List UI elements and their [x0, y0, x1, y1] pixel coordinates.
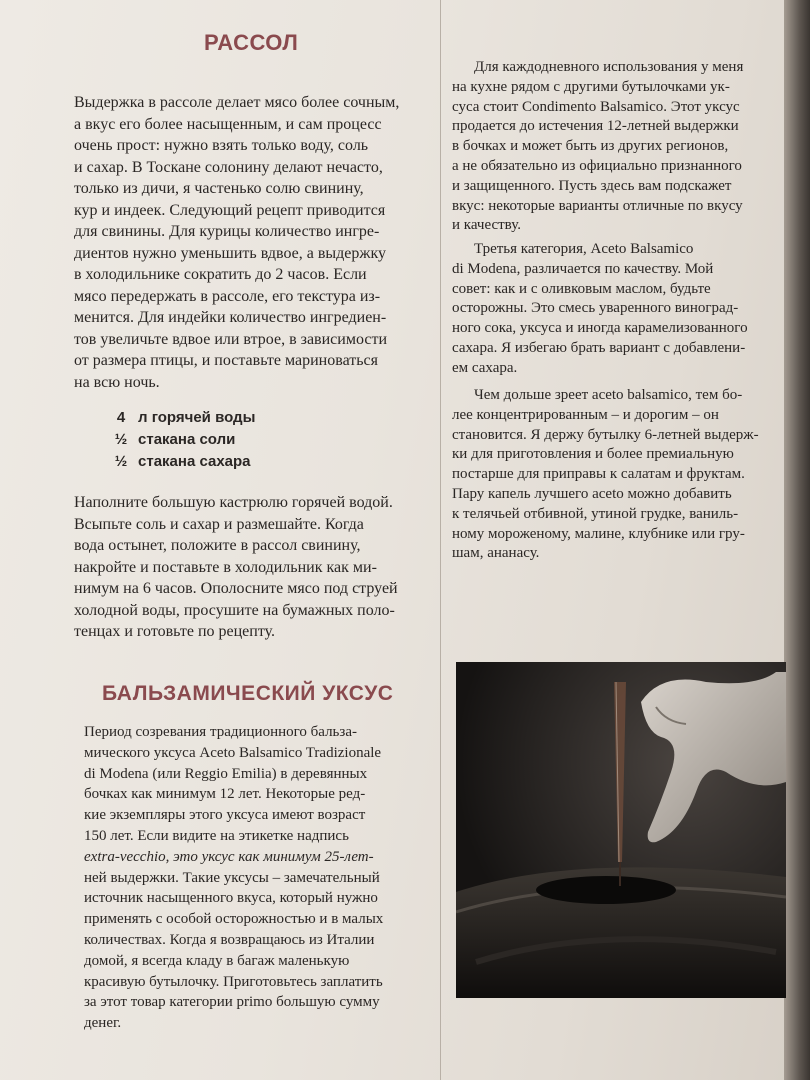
ingredient-list — [104, 406, 255, 472]
text-line: и защищенного. Пусть здесь вам подскажет — [452, 177, 732, 194]
text-line: а вкус его более насыщенным, и сам процесс — [74, 115, 382, 133]
text-line: di Modena (или Reggio Emilia) в деревянных — [84, 765, 368, 782]
text-line: бочках как минимум 12 лет. Некоторые ред- — [84, 786, 366, 803]
text-line: количествах. Когда я возвращаюсь из Италии — [84, 931, 375, 948]
text-line: холодной воды, просушите на бумажных поло- — [74, 601, 395, 619]
balsamic-paragraph — [84, 722, 434, 1034]
page-edge — [784, 0, 810, 1080]
balsamic-photo — [456, 662, 786, 998]
text-line: на кухне рядом с другими бутылочками ук- — [452, 78, 730, 95]
text-line: ней выдержки. Такие уксусы – замечательный — [84, 869, 380, 886]
text-line: вкус: некоторые варианты отличные по вкусу — [452, 197, 743, 214]
text-line: Для каждодневного использования у меня — [474, 59, 744, 75]
ingredient-name: стакана соли — [138, 430, 236, 448]
text-line: накройте и поставьте в холодильник как ми- — [74, 558, 377, 576]
text-line: осторожны. Это смесь уваренного виноград- — [452, 300, 739, 317]
text-line: в бочках и может быть из других регионов, — [452, 138, 729, 155]
text-line: постарше для приправы к салатам и фруктам. — [452, 466, 745, 483]
text-line: применять с особой осторожностью и в малых — [84, 911, 384, 928]
text-line: ному мороженому, малине, клубнике или гру- — [452, 525, 745, 542]
text-line: только из дичи, я частенько солю свинину, — [74, 180, 364, 197]
text-line: домой, я всегда кладу в багаж маленькую — [84, 952, 350, 969]
text-line: менится. Для индейки количество ингредиен- — [74, 309, 387, 326]
text-line: тенцах и готовьте по рецепту. — [74, 623, 276, 640]
brine-intro — [74, 92, 434, 393]
text-line: тов увеличьте вдвое или втрое, в зависимости — [74, 330, 387, 348]
everyday-paragraph — [452, 58, 772, 236]
text-line: продается до истечения 12-летней выдержки — [452, 118, 739, 135]
text-line: мясо передержать в рассоле, его текстура из- — [74, 287, 381, 305]
aging-paragraph — [452, 386, 772, 564]
text-line: ки для приготовления и более премиальную — [452, 446, 734, 463]
text-line: Выдержка в рассоле делает мясо более сочным, — [74, 94, 400, 111]
text-line: Всыпьте соль и сахар и размешайте. Когда — [74, 515, 364, 533]
text-line: за этот товар категории primo большую сумму — [84, 994, 380, 1011]
text-line: денег. — [84, 1015, 122, 1032]
text-line: 150 лет. Если видите на этикетке надпись — [84, 827, 349, 844]
ingredient-quantity: ½ — [114, 430, 128, 448]
text-line: Период созревания традиционного бальза- — [84, 724, 357, 740]
text-line: к телячьей отбивной, утиной грудке, ваниль- — [452, 505, 739, 522]
balsamic-heading: БАЛЬЗАМИЧЕСКИЙ УКСУС — [102, 682, 394, 705]
text-line: от размера птицы, и поставьте мариноваться — [74, 352, 379, 369]
text-line: диентов нужно уменьшить вдвое, а выдержку — [74, 244, 387, 262]
ingredient-name: л горячей воды — [138, 408, 256, 426]
text-line: нимум на 6 часов. Ополосните мясо под струей — [74, 580, 398, 597]
text-line: и сахар. В Тоскане солонину делают нечасто, — [74, 158, 383, 176]
text-line: ем сахара. — [452, 359, 518, 376]
text-line: кие экземпляры этого уксуса имеют возраст — [84, 807, 366, 824]
text-line: на всю ночь. — [74, 373, 160, 391]
text-line: источник насыщенного вкуса, который нужно — [84, 890, 378, 907]
text-line: сахара. Я избегаю брать вариант с добавлени- — [452, 339, 746, 356]
text-line: Пару капель лучшего aceto можно добавить — [452, 485, 732, 502]
ingredient-quantity: 4 — [116, 408, 126, 426]
text-line: очень прост: нужно взять только воду, соль — [74, 137, 369, 154]
column-divider — [440, 0, 441, 1080]
text-line: а не обязательно из официально признанного — [452, 157, 742, 174]
third-category-paragraph — [452, 240, 772, 379]
text-line: для свинины. Для курицы количество ингре- — [74, 223, 380, 240]
text-line: мического уксуса Aceto Balsamico Tradizionale — [84, 744, 382, 761]
text-line: вода остынет, положите в рассол свинину, — [74, 537, 361, 554]
text-line: Чем дольше зреет aceto balsamico, тем бо- — [474, 387, 743, 403]
ingredient-quantity: ½ — [114, 452, 128, 470]
text-line: Третья категория, Aceto Balsamico — [474, 241, 694, 257]
text-line: суса стоит Condimento Balsamico. Этот уксус — [452, 98, 740, 115]
ingredient-name: стакана сахара — [138, 452, 251, 470]
text-line: кур и индеек. Следующий рецепт приводится — [74, 201, 386, 219]
text-line: совет: как и с оливковым маслом, будьте — [452, 280, 711, 297]
text-line: extra-vecchio, это уксус как минимум 25-лет- — [84, 848, 374, 865]
text-line: ного сока, уксуса и иногда карамелизованного — [452, 320, 748, 337]
text-line: di Modena, различается по качеству. Мой — [452, 260, 714, 277]
brine-method — [74, 492, 434, 643]
brine-heading: РАССОЛ — [204, 30, 299, 55]
text-line: становится. Я держу бутылку 6-летней выдерж- — [452, 426, 759, 443]
text-line: и качеству. — [452, 217, 522, 234]
text-line: шам, ананасу. — [452, 545, 540, 562]
text-line: красивую бутылочку. Приготовьтесь заплатить — [84, 973, 383, 990]
text-line: Наполните большую кастрюлю горячей водой. — [74, 494, 393, 511]
ingredient-item — [104, 406, 255, 428]
ingredient-item — [104, 428, 255, 450]
text-line: лее концентрированным – и дорогим – он — [452, 406, 719, 423]
text-line: в холодильнике сократить до 2 часов. Если — [74, 266, 367, 283]
ingredient-item — [104, 450, 255, 472]
